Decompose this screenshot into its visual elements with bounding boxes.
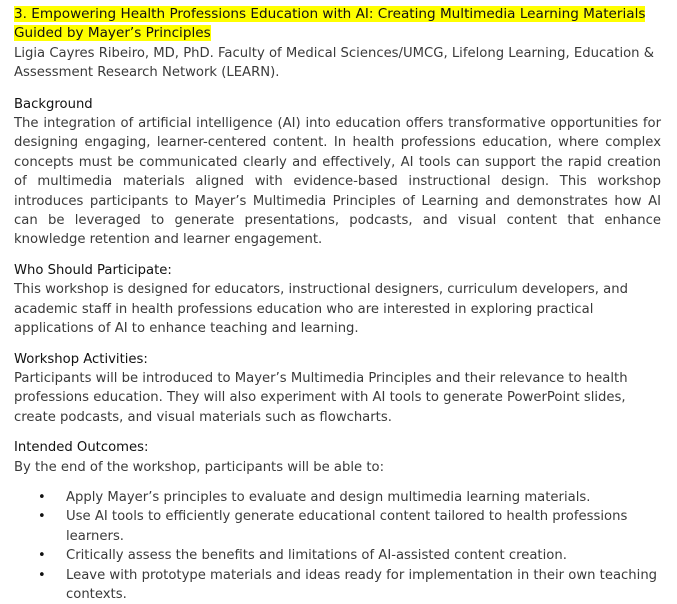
list-item bbox=[14, 507, 661, 546]
list-item-text: Leave with prototype materials and ideas ready for implementation in their own teaching contexts. bbox=[66, 567, 658, 602]
bullet-icon: • bbox=[38, 489, 46, 505]
who-should-participate-heading: Who Should Participate: bbox=[14, 262, 172, 278]
list-item bbox=[14, 566, 661, 604]
intended-outcomes-intro: By the end of the workshop, participants will be able to: bbox=[14, 459, 385, 475]
intended-outcomes-heading: Intended Outcomes: bbox=[14, 440, 149, 456]
outcomes-list bbox=[14, 488, 661, 604]
list-item bbox=[14, 546, 661, 565]
list-item-text: Apply Mayer’s principles to evaluate and design multimedia learning materials. bbox=[66, 489, 591, 505]
background-heading: Background bbox=[14, 96, 93, 112]
list-item-text: Critically assess the benefits and limitations of AI-assisted content creation. bbox=[66, 548, 567, 564]
bullet-icon: • bbox=[38, 509, 46, 525]
who-should-participate-section bbox=[14, 261, 661, 339]
title-highlight: 3. Empowering Health Professions Education with AI: Creating Multimedia Learning Materials Guided by Mayer’s Principles bbox=[14, 6, 646, 42]
list-item-text: Use AI tools to efficiently generate educational content tailored to health professions learners. bbox=[66, 509, 628, 544]
workshop-activities-text: Participants will be introduced to Mayer’s Multimedia Principles and their relevance to health professions education. They will also experiment with AI tools to generate PowerPoint slides, create podcasts, and visual materials such as flowcharts. bbox=[14, 370, 628, 425]
background-section bbox=[14, 95, 661, 250]
bullet-icon: • bbox=[38, 567, 46, 583]
background-text: The integration of artificial intelligence (AI) into education offers transformative opportunities for designing engaging, learner-centered content. In health professions education, where complex concepts must be communicated clearly and effectively, AI tools can support the rapid creation of multimedia materials aligned with evidence-based instructional design. This workshop introduces participants to Mayer’s Multimedia Principles of Learning and demonstrates how AI can be leveraged to generate presentations, podcasts, and visual content that enhance knowledge retention and learner engagement. bbox=[14, 116, 661, 248]
workshop-activities-section bbox=[14, 350, 661, 428]
who-should-participate-text: This workshop is designed for educators, instructional designers, curriculum developers, and academic staff in health professions education who are interested in exploring practical applications of AI to enhance teaching and learning. bbox=[14, 282, 628, 337]
author-affiliation: Ligia Cayres Ribeiro, MD, PhD. Faculty of Medical Sciences/UMCG, Lifelong Learning, Education & Assessment Research Network (LEARN). bbox=[14, 45, 655, 81]
document-title bbox=[14, 5, 661, 44]
workshop-activities-heading: Workshop Activities: bbox=[14, 351, 148, 367]
list-item bbox=[14, 488, 661, 507]
intended-outcomes-section bbox=[14, 438, 661, 604]
bullet-icon: • bbox=[38, 548, 46, 564]
